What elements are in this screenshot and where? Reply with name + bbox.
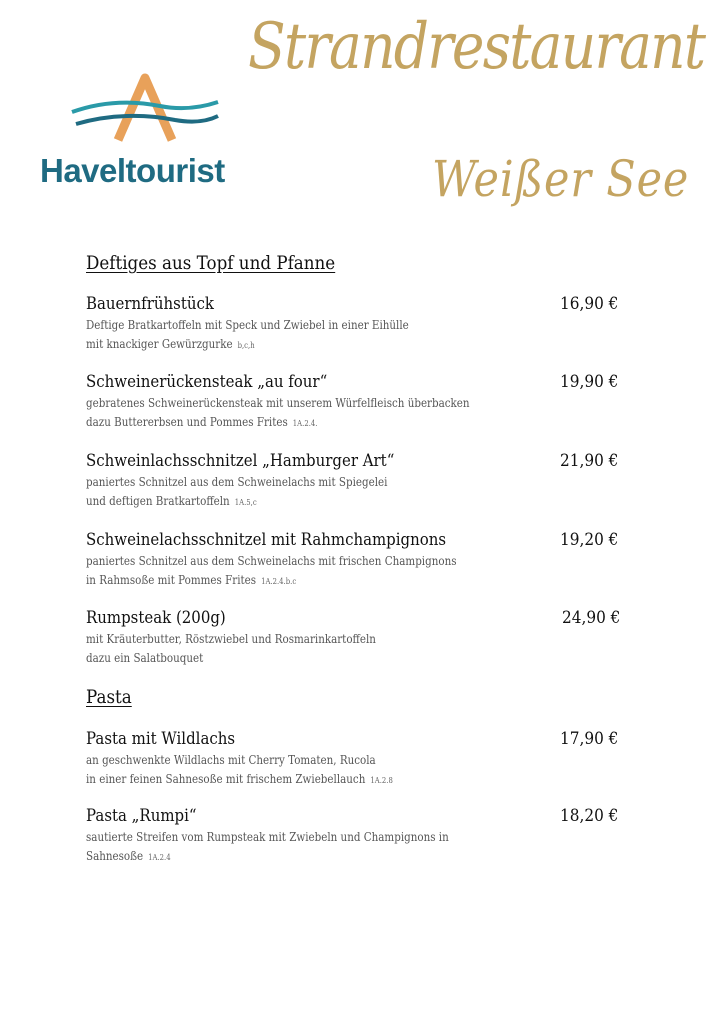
menu-item	[86, 294, 646, 355]
menu-item-description	[86, 394, 533, 433]
description-line: gebratenes Schweinerückensteak mit unserem Würfelfleisch überbacken	[86, 396, 470, 410]
restaurant-title: Strandrestaurant	[248, 10, 705, 84]
menu-item	[86, 806, 646, 867]
logo-text: Haveltourist	[40, 152, 225, 189]
description-line: mit Kräuterbutter, Röstzwiebel und Rosmarinkartoffeln	[86, 632, 376, 646]
menu-item	[86, 729, 646, 790]
description-line: paniertes Schnitzel aus dem Schweinelachs mit frischen Champignons	[86, 554, 457, 568]
description-line: sautierte Streifen vom Rumpsteak mit Zwiebeln und Champignons in	[86, 830, 449, 844]
description-text: Sahnesoße	[86, 849, 144, 863]
menu-item-price: 16,90 €	[560, 294, 619, 314]
menu-item-name: Rumpsteak (200g)	[86, 608, 226, 628]
menu-item-description	[86, 828, 533, 867]
description-text: dazu ein Salatbouquet	[86, 651, 204, 665]
description-line	[86, 770, 533, 790]
description-line	[86, 649, 533, 668]
menu-item-price: 17,90 €	[560, 729, 619, 749]
menu-item-description	[86, 751, 533, 790]
description-line: Deftige Bratkartoffeln mit Speck und Zwiebel in einer Eihülle	[86, 318, 409, 332]
allergen-codes: 1A.2.4.b.c	[261, 577, 297, 586]
menu-item-name: Schweinlachsschnitzel „Hamburger Art“	[86, 451, 395, 471]
allergen-codes: b,c,h	[237, 341, 255, 350]
menu-item	[86, 372, 646, 433]
haveltourist-logo	[40, 70, 250, 200]
menu-item	[86, 530, 646, 591]
description-line	[86, 847, 533, 867]
restaurant-subtitle: Weißer See	[432, 150, 690, 208]
menu-item	[86, 451, 646, 512]
allergen-codes: 1A.2.8	[370, 776, 393, 785]
menu-item-description	[86, 552, 533, 591]
allergen-codes: 1A.2.4.	[292, 419, 318, 428]
description-line: an geschwenkte Wildlachs mit Cherry Tomaten, Rucola	[86, 753, 376, 767]
menu-item-price: 21,90 €	[560, 451, 619, 471]
description-text: in Rahmsoße mit Pommes Frites	[86, 573, 257, 587]
menu-item-name: Schweinerückensteak „au four“	[86, 372, 328, 392]
description-text: mit knackiger Gewürzgurke	[86, 337, 233, 351]
menu-item	[86, 608, 646, 668]
allergen-codes: 1A.5,c	[234, 498, 257, 507]
description-line: paniertes Schnitzel aus dem Schweinelachs mit Spiegelei	[86, 475, 388, 489]
description-text: dazu Buttererbsen und Pommes Frites	[86, 415, 288, 429]
menu-item-price: 18,20 €	[560, 806, 619, 826]
menu-item-name: Schweinelachsschnitzel mit Rahmchampignons	[86, 530, 447, 550]
section-heading-pasta: Pasta	[86, 686, 132, 708]
menu-item-price: 19,20 €	[560, 530, 619, 550]
section-heading-deftiges: Deftiges aus Topf und Pfanne	[86, 252, 336, 274]
allergen-codes: 1A.2.4	[148, 853, 171, 862]
menu-item-name: Pasta „Rumpi“	[86, 806, 197, 826]
description-text: und deftigen Bratkartoffeln	[86, 494, 230, 508]
description-line	[86, 492, 533, 512]
menu-item-price: 19,90 €	[560, 372, 619, 392]
description-text: in einer feinen Sahnesoße mit frischem Zwiebellauch	[86, 772, 366, 786]
menu-item-name: Bauernfrühstück	[86, 294, 214, 314]
menu-item-name: Pasta mit Wildlachs	[86, 729, 236, 749]
menu-item-description	[86, 473, 533, 512]
description-line	[86, 413, 533, 433]
logo-mark-icon	[70, 70, 220, 150]
description-line	[86, 571, 533, 591]
menu-item-description	[86, 630, 533, 668]
menu-item-price: 24,90 €	[562, 608, 621, 628]
description-line	[86, 335, 533, 355]
menu-item-description	[86, 316, 533, 355]
